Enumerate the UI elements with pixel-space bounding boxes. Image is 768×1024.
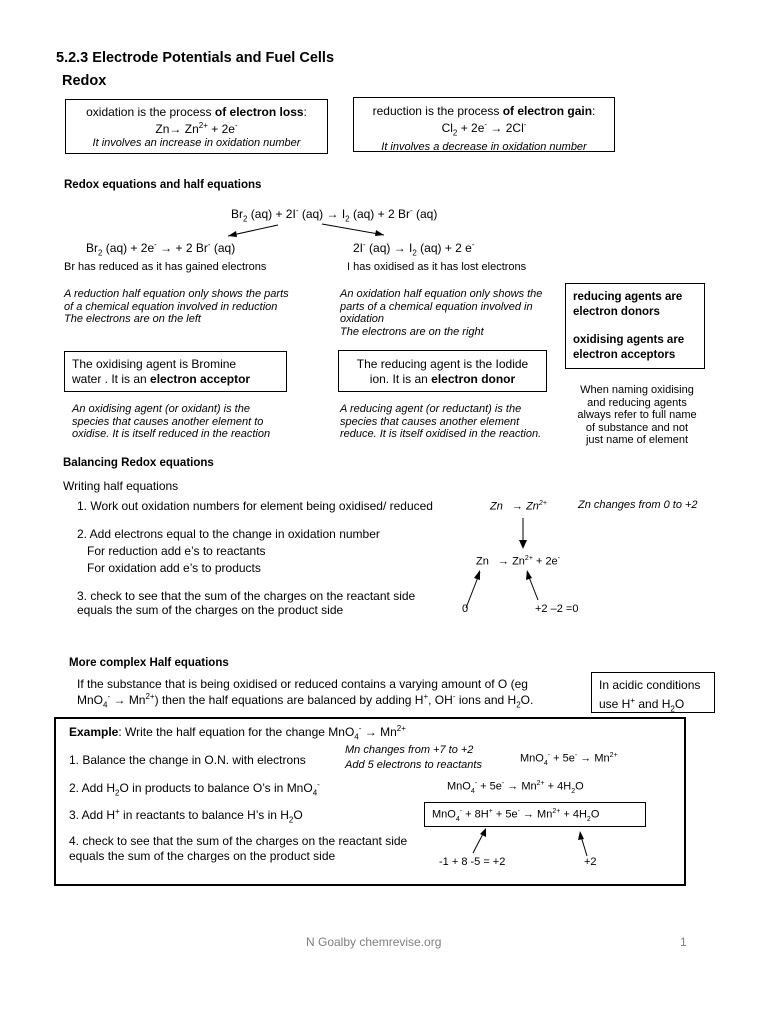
reducing-agent-box: The reducing agent is the Iodide ion. It is an electron donor (338, 350, 547, 392)
step2-equation: Zn → $Zn^{2+} + 2e^-$ (476, 555, 561, 568)
oxidation-half-equation: 2I- $(aq) \to I_2$ (aq) + 2 e- (353, 240, 475, 258)
page-title: 5.2.3 Electrode Potentials and Fuel Cells (56, 50, 335, 66)
oxidation-definition-box: oxidation is the process of electron loss: $Zn\to Zn^{2+} + 2e^-$ It involves an increase in oxidation number (65, 99, 328, 154)
agents-summary-box: reducing agents are electron donors oxidising agents are electron acceptors (565, 283, 705, 369)
complex-line-2: $MnO_4^- \to Mn^{2+}$) then the half equations are balanced by adding H+, OH- ions and $H_2O$. (77, 692, 534, 710)
balancing-step-3a: 3. check to see that the sum of the charges on the reactant side (77, 589, 416, 603)
step3-charge-right: +2 –2 =0 (535, 603, 579, 615)
step1-equation: Zn → $Zn^{2+}$ (490, 500, 547, 513)
main-redox-equation: $Br_2$ (aq) + 2I- $(aq) \to I_2$ (aq) + 2 Br- (aq) (231, 206, 438, 224)
example-step1-equation: $MnO_4^- + 5e^- \to Mn^{2+}$ (520, 752, 618, 767)
reductant-description: A reducing agent (or reductant) is the species that causes another element reduce. It is itself oxidised in the reaction. (340, 403, 542, 440)
example-charge-left: -1 + 8 -5 = +2 (439, 856, 506, 868)
acidic-conditions-box: In acidic conditions use H+ and $H_2O$ (591, 672, 715, 713)
example-title: Example: Write the half equation for the change $MnO_4^- \to Mn^{2+}$ (69, 724, 406, 742)
step3-charge-left: 0 (462, 603, 469, 615)
redox-equations-heading: Redox equations and half equations (64, 179, 262, 191)
example-step1-note: Mn changes from +7 to +2 Add 5 electrons to reactants (345, 744, 482, 771)
br-reduced-note: Br has reduced as it has gained electrons (64, 261, 267, 273)
example-step2-equation: $MnO_4^- + 5e^- \to Mn^{2+} + 4H_2O$ (447, 780, 584, 795)
step2-reduction: For reduction add e’s to reactants (87, 544, 266, 558)
balancing-step-1: 1. Work out oxidation numbers for element being oxidised/ reduced (77, 499, 433, 513)
section-title-redox: Redox (62, 73, 107, 89)
oxidant-description: An oxidising agent (or oxidant) is the species that causes another element to oxidise. It is itself reduced in the reaction (72, 403, 271, 440)
example-step-1: 1. Balance the change in O.N. with electrons (69, 753, 306, 767)
i-oxidised-note: I has oxidised as it has lost electrons (347, 261, 527, 273)
writing-half-equations: Writing half equations (63, 479, 179, 493)
complex-line-1: If the substance that is being oxidised or reduced contains a varying amount of O (eg (77, 677, 528, 691)
example-step-4b: equals the sum of the charges on the product side (69, 849, 336, 863)
arrow-to-oxidation-half (322, 224, 384, 235)
step1-note: Zn changes from 0 to +2 (578, 499, 698, 511)
example-charge-right: +2 (584, 856, 597, 868)
complex-half-heading: More complex Half equations (69, 657, 229, 669)
reduction-definition-box: reduction is the process of electron gain: $Cl_2 + 2e^- \to 2Cl^-$ It involves a decrease in oxidation number (353, 97, 615, 152)
step2-oxidation: For oxidation add e’s to products (87, 561, 261, 575)
example-step-4a: 4. check to see that the sum of the charges on the reactant side (69, 834, 408, 848)
example-step3-equation-box: $MnO_4^- + 8H^+ + 5e^- \to Mn^{2+} + 4H_2O$ (424, 802, 646, 827)
reduction-half-equation: $Br_2$ (aq) + 2e- → + 2 Br- (aq) (86, 240, 236, 258)
footer-page-number: 1 (680, 935, 687, 949)
example-step-3: 3. Add H+ in reactants to balance H’s in $H_2O$ (69, 807, 303, 825)
footer-author: N Goalby chemrevise.org (306, 935, 442, 949)
example-step-2: 2. Add $H_2O$ in products to balance O’s in MnO$_4$- (69, 780, 320, 798)
balancing-heading: Balancing Redox equations (63, 457, 214, 469)
oxidation-half-description: An oxidation half equation only shows the parts of a chemical equation involved in oxidation The electrons are on the right (340, 288, 543, 338)
balancing-step-2: 2. Add electrons equal to the change in oxidation number (77, 527, 380, 541)
balancing-step-3b: equals the sum of the charges on the product side (77, 603, 344, 617)
naming-agents-note: When naming oxidising and reducing agents always refer to full name of substance and not just name of element (577, 384, 697, 446)
oxidising-agent-box: The oxidising agent is Bromine water . It is an electron acceptor (64, 351, 287, 392)
reduction-half-description: A reduction half equation only shows the parts of a chemical equation involved in reduction The electrons are on the left (64, 288, 289, 325)
